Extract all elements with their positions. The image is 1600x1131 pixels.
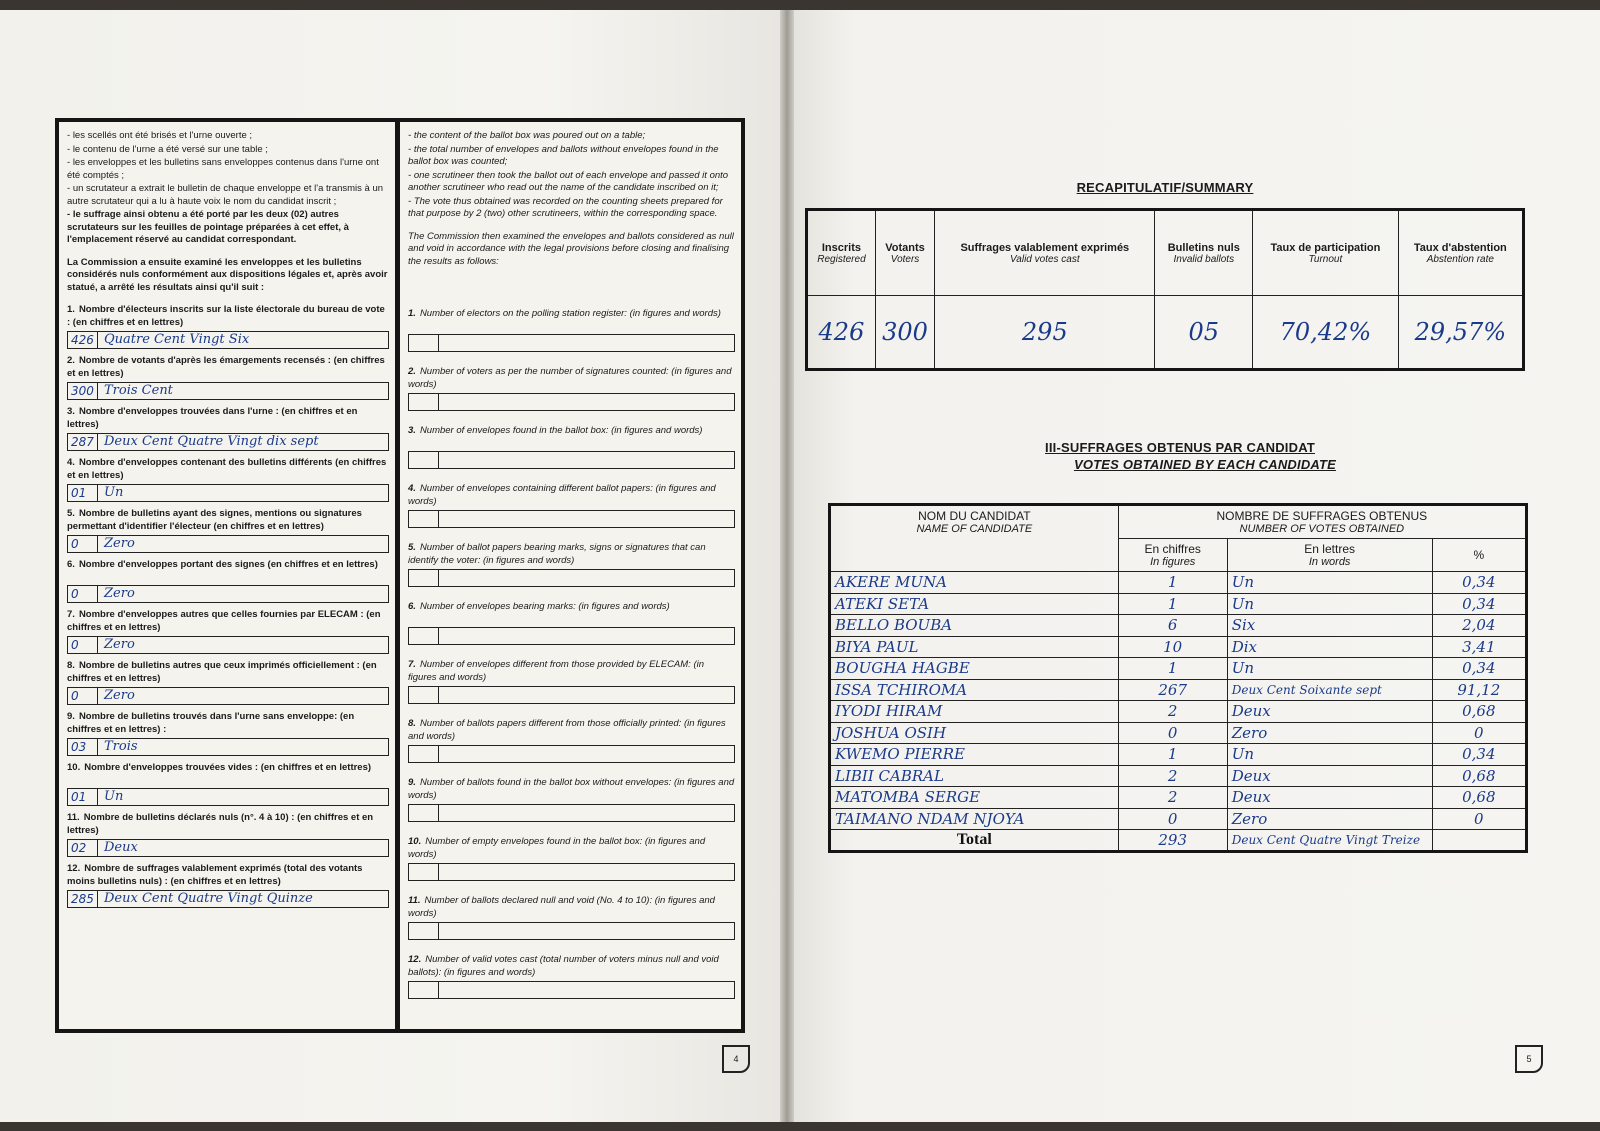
answer-figures [409,982,439,998]
summary-header [1155,210,1253,296]
answer-field[interactable] [408,686,735,704]
form-item-number: 1. [67,304,75,315]
form-item-question: Number of electors on the polling station register: (in figures and words) [419,308,721,319]
summary-header [1398,210,1523,296]
answer-field[interactable] [67,331,389,349]
candidate-pct[interactable]: 91,12 [1432,679,1526,701]
summary-header-row [807,210,1524,296]
form-item-text [67,812,389,837]
candidate-words[interactable]: Un [1227,593,1432,615]
candidate-figures[interactable]: 6 [1118,615,1227,637]
candidate-pct[interactable]: 0 [1432,722,1526,744]
form-item-text [408,483,735,508]
form-item-text [408,601,735,625]
form-item [408,777,735,822]
total-figures: 293 [1118,830,1227,852]
answer-field[interactable] [408,393,735,411]
form-item [408,542,735,587]
candidate-figures[interactable]: 10 [1118,636,1227,658]
candidate-figures[interactable]: 1 [1118,572,1227,594]
form-item-text [67,609,389,634]
form-item [67,508,389,553]
book-spine [780,10,794,1122]
candidate-name: JOSHUA OSIH [830,722,1119,744]
form-item-text [408,659,735,684]
candidate-words[interactable]: Six [1227,615,1432,637]
summary-table [805,208,1525,371]
candidate-row [830,722,1527,744]
candidate-words[interactable]: Un [1227,744,1432,766]
candidate-name: TAIMANO NDAM NJOYA [830,808,1119,830]
answer-figures: 285 [68,891,98,907]
form-item-number: 3. [67,406,75,417]
answer-field[interactable] [67,535,389,553]
form-item-text [67,508,389,533]
french-procedure-list [67,130,389,247]
form-item-number: 10. [408,836,422,847]
form-item-question: Nombre de votants d'après les émargements recensés : (en chiffres et en lettres) [67,355,385,379]
candidate-name: BELLO BOUBA [830,615,1119,637]
form-item-text [408,542,735,567]
form-item-text [67,457,389,482]
candidate-row [830,572,1527,594]
procedure-step: - le contenu de l'urne a été versé sur une table ; [67,144,389,157]
summary-header-en: Registered [817,253,866,265]
form-item [408,366,735,411]
summary-header [875,210,934,296]
answer-words: Un [104,788,124,804]
answer-words: Quatre Cent Vingt Six [104,331,250,347]
form-item-text [67,355,389,380]
summary-value[interactable]: 426 [807,296,876,370]
form-item [67,762,389,806]
candidate-words[interactable]: Zero [1227,722,1432,744]
answer-words: Zero [104,687,135,703]
answer-words: Zero [104,585,135,601]
form-item [408,483,735,528]
answer-figures: 287 [68,434,98,450]
summary-value[interactable]: 29,57% [1398,296,1523,370]
form-item-text [408,308,735,332]
form-item [67,711,389,756]
form-item-number: 6. [408,601,416,612]
form-item-text [408,836,735,861]
candidate-words[interactable]: Deux [1227,765,1432,787]
candidate-row [830,593,1527,615]
candidate-name: ISSA TCHIROMA [830,679,1119,701]
english-procedure-list [408,130,735,221]
form-item-number: 6. [67,559,75,570]
total-pct [1432,830,1526,852]
words-header-en: In words [1308,556,1351,568]
form-item-text [408,777,735,802]
candidate-row [830,744,1527,766]
form-item-text [408,954,735,979]
english-items [408,308,735,999]
summary-header-en: Invalid ballots [1173,253,1235,265]
answer-words: Deux Cent Quatre Vingt dix sept [104,433,319,449]
answer-figures: 03 [68,739,98,755]
form-item-question: Nombre de bulletins déclarés nuls (n°. 4 à 10) : (en chiffres et en lettres) [67,812,374,836]
candidate-rows [830,572,1527,830]
form-item-number: 8. [67,660,75,671]
form-item-question: Number of ballots found in the ballot box without envelopes: (in figures and words) [408,777,735,801]
answer-field[interactable] [67,433,389,451]
answer-figures: 02 [68,840,98,856]
form-item-number: 11. [408,895,421,906]
answer-field[interactable] [67,636,389,654]
summary-value[interactable]: 295 [935,296,1155,370]
candidate-row [830,615,1527,637]
answer-words: Deux Cent Quatre Vingt Quinze [104,890,313,906]
form-item [408,659,735,704]
answer-figures: 300 [68,383,98,399]
result-form [55,118,745,1033]
answer-field[interactable] [408,334,735,352]
procedure-step: - The vote thus obtained was recorded on the counting sheets prepared for that purpose by 2 (two) other scrutineers, within the corresponding space. [408,196,735,221]
answer-words: Trois [104,738,138,754]
answer-figures [409,687,439,703]
form-item [408,895,735,940]
summary-value[interactable]: 05 [1155,296,1253,370]
candidate-name: BIYA PAUL [830,636,1119,658]
candidate-name: KWEMO PIERRE [830,744,1119,766]
form-item-number: 10. [67,762,81,773]
candidate-words[interactable]: Dix [1227,636,1432,658]
figures-header-fr: En chiffres [1144,542,1201,556]
form-item-question: Number of ballots declared null and void (No. 4 to 10): (in figures and words) [408,895,715,919]
form-item-question: Number of ballot papers bearing marks, signs or signatures that can identify the voter: (in figures and words) [408,542,706,566]
answer-field[interactable] [67,738,389,756]
candidate-pct[interactable]: 0,68 [1432,787,1526,809]
answer-field[interactable] [67,687,389,705]
summary-values-row [807,296,1524,370]
form-item-question: Nombre d'enveloppes trouvées dans l'urne : (en chiffres et en lettres) [67,406,358,430]
answer-field[interactable] [408,981,735,999]
form-item [67,457,389,502]
english-column [400,122,741,1029]
form-item [408,601,735,645]
form-item-question: Number of empty envelopes found in the ballot box: (in figures and words) [408,836,706,860]
candidate-figures[interactable]: 0 [1118,808,1227,830]
form-item [67,559,389,603]
candidate-figures[interactable]: 1 [1118,593,1227,615]
candidate-row [830,658,1527,680]
form-item-number: 2. [408,366,416,377]
form-item-question: Number of valid votes cast (total number of voters minus null and void ballots): (in figures and words) [408,954,719,978]
procedure-step: - le suffrage ainsi obtenu a été porté par les deux (02) autres scrutateurs sur les feuilles de pointage préparées à cet effet, à l'emplacement réservé au candidat correspondant. [67,209,389,247]
form-item-number: 4. [67,457,75,468]
candidate-words[interactable]: Deux Cent Soixante sept [1227,679,1432,701]
form-item [67,355,389,400]
answer-figures: 01 [68,789,98,805]
candidate-figures[interactable]: 2 [1118,701,1227,723]
candidate-figures[interactable]: 1 [1118,658,1227,680]
answer-words: Deux [104,839,138,855]
candidate-words[interactable]: Un [1227,572,1432,594]
candidate-pct[interactable]: 0,34 [1432,744,1526,766]
form-item-question: Number of envelopes different from those provided by ELECAM: (in figures and words) [408,659,705,683]
candidate-pct[interactable]: 2,04 [1432,615,1526,637]
candidate-words[interactable]: Zero [1227,808,1432,830]
form-item-question: Number of envelopes bearing marks: (in figures and words) [419,601,670,612]
answer-field[interactable] [67,585,389,603]
votes-title-fr: III-SUFFRAGES OBTENUS PAR CANDIDAT [1045,440,1315,455]
form-item-question: Nombre d'enveloppes autres que celles fournies par ELECAM : (en chiffres et en lettres) [67,609,381,633]
form-item-text [67,559,389,583]
votes-header-row [830,505,1527,539]
form-item-text [408,895,735,920]
form-item-number: 7. [67,609,75,620]
answer-figures [409,394,439,410]
form-item-question: Nombre de bulletins ayant des signes, mentions ou signatures permettant d'identifier l'électeur (en chiffres et en lettres) [67,508,362,532]
summary-header-fr: Votants [885,241,925,254]
candidate-pct[interactable]: 0,34 [1432,572,1526,594]
form-item-question: Number of envelopes containing different ballot papers: (in figures and words) [408,483,716,507]
candidate-row [830,701,1527,723]
summary-header-fr: Bulletins nuls [1167,241,1240,254]
candidate-figures[interactable]: 2 [1118,787,1227,809]
candidate-figures[interactable]: 2 [1118,765,1227,787]
answer-figures [409,923,439,939]
summary-header [807,210,876,296]
procedure-step: - one scrutineer then took the ballot out of each envelope and passed it onto another scrutineer who read out the name of the candidate inscribed on it; [408,170,735,195]
figures-header [1118,539,1227,572]
answer-figures [409,805,439,821]
summary-header-en: Valid votes cast [1009,253,1080,265]
form-item-question: Number of envelopes found in the ballot box: (in figures and words) [419,425,703,436]
answer-figures [409,335,439,351]
answer-figures [409,570,439,586]
candidate-pct[interactable]: 3,41 [1432,636,1526,658]
candidate-name: AKERE MUNA [830,572,1119,594]
votes-header-en: NUMBER OF VOTES OBTAINED [1239,523,1405,535]
answer-figures: 0 [68,536,98,552]
form-item-number: 7. [408,659,416,670]
form-item-question: Nombre de bulletins autres que ceux imprimés officiellement : (en chiffres et en lettres) [67,660,377,684]
form-item [67,863,389,908]
procedure-step: - les scellés ont été brisés et l'urne ouverte ; [67,130,389,143]
form-item-text [67,711,389,736]
form-item-question: Nombre d'électeurs inscrits sur la liste électorale du bureau de vote : (en chiffres et en lettres) [67,304,385,328]
answer-figures: 0 [68,688,98,704]
procedure-step: - the total number of envelopes and ballots without envelopes found in the ballot box was counted; [408,144,735,169]
answer-field[interactable] [408,451,735,469]
form-item [408,954,735,999]
form-item-question: Nombre d'enveloppes trouvées vides : (en chiffres et en lettres) [84,762,372,773]
answer-field[interactable] [408,510,735,528]
form-item-number: 12. [67,863,81,874]
name-header [830,505,1119,572]
form-item [408,718,735,763]
candidate-name: MATOMBA SERGE [830,787,1119,809]
answer-field[interactable] [67,382,389,400]
candidate-figures[interactable]: 0 [1118,722,1227,744]
words-header-fr: En lettres [1304,542,1355,556]
french-intro: La Commission a ensuite examiné les enveloppes et les bulletins considérés nuls conformément aux dispositions légales et, après avoir statué, a arrêté les résultats ainsi qu'il suit : [67,256,388,293]
candidate-votes-table [828,503,1528,853]
candidate-words[interactable]: Un [1227,658,1432,680]
procedure-step: - les enveloppes et les bulletins sans enveloppes contenus dans l'urne ont été comptés ; [67,157,389,182]
form-item-number: 11. [67,812,80,823]
form-item-text [67,304,389,329]
form-item-question: Nombre de bulletins trouvés dans l'urne sans enveloppe: (en chiffres et en lettres) : [67,711,355,735]
procedure-step: - un scrutateur a extrait le bulletin de chaque enveloppe et l'a transmis à un autre scrutateur qui a lu à haute voix le nom du candidat inscrit ; [67,183,389,208]
candidate-pct[interactable]: 0 [1432,808,1526,830]
form-item [67,609,389,654]
summary-header-fr: Taux d'abstention [1413,241,1507,254]
french-column [59,122,400,1029]
form-item [67,812,389,857]
form-item-text [408,425,735,449]
summary-value[interactable]: 300 [875,296,934,370]
answer-words: Trois Cent [104,382,173,398]
votes-title-en: VOTES OBTAINED BY EACH CANDIDATE [1073,457,1337,472]
answer-field[interactable] [67,484,389,502]
form-item [408,308,735,352]
candidate-name: IYODI HIRAM [830,701,1119,723]
form-item-number: 1. [408,308,416,319]
form-item [67,304,389,349]
candidate-pct[interactable]: 0,68 [1432,765,1526,787]
answer-figures: 01 [68,485,98,501]
name-header-fr: NOM DU CANDIDAT [918,509,1031,523]
form-item-text [67,660,389,685]
form-item [67,406,389,451]
words-header [1227,539,1432,572]
form-item-number: 8. [408,718,416,729]
english-intro: The Commission then examined the envelopes and ballots considered as null and void in accordance with the legal provisions before closing and finalising the results as follows: [408,230,734,267]
candidate-row [830,787,1527,809]
french-items [67,304,389,908]
answer-field[interactable] [408,627,735,645]
candidate-name: BOUGHA HAGBE [830,658,1119,680]
summary-title: RECAPITULATIF/SUMMARY [1076,180,1254,195]
form-item-text [408,718,735,743]
candidate-figures[interactable]: 267 [1118,679,1227,701]
answer-words: Zero [104,535,135,551]
form-item-number: 3. [408,425,416,436]
form-item-question: Number of voters as per the number of signatures counted: (in figures and words) [408,366,732,390]
votes-header [1118,505,1526,539]
summary-value[interactable]: 70,42% [1253,296,1399,370]
answer-figures [409,746,439,762]
form-item [408,836,735,881]
answer-words: Zero [104,636,135,652]
candidate-words[interactable]: Deux [1227,787,1432,809]
form-item-question: Nombre d'enveloppes portant des signes (en chiffres et en lettres) [78,559,378,570]
answer-field[interactable] [408,745,735,763]
page-number-right: 5 [1515,1045,1543,1073]
answer-field[interactable] [408,922,735,940]
summary-header [1253,210,1399,296]
form-item-number: 5. [67,508,75,519]
candidate-name: ATEKI SETA [830,593,1119,615]
answer-field[interactable] [408,569,735,587]
answer-figures: 426 [68,332,98,348]
total-words: Deux Cent Quatre Vingt Treize [1227,830,1432,852]
form-item-number: 5. [408,542,416,553]
candidate-figures[interactable]: 1 [1118,744,1227,766]
answer-figures [409,452,439,468]
summary-header-en: Turnout [1308,253,1343,265]
answer-figures [409,511,439,527]
form-item-text [408,366,735,391]
form-item-text [67,762,389,786]
candidate-pct[interactable]: 0,34 [1432,658,1526,680]
pct-header: % [1432,539,1526,572]
summary-header-en: Voters [890,253,920,265]
votes-header-fr: NOMBRE DE SUFFRAGES OBTENUS [1216,509,1428,523]
form-item-text [67,863,389,888]
form-item-number: 2. [67,355,75,366]
form-item-question: Nombre de suffrages valablement exprimés (total des votants moins bulletins nuls) : (en chiffres et en lettres) [67,863,363,887]
candidate-pct[interactable]: 0,34 [1432,593,1526,615]
candidate-pct[interactable]: 0,68 [1432,701,1526,723]
procedure-step: - the content of the ballot box was poured out on a table; [408,130,735,143]
form-item-question: Number of ballots papers different from those officially printed: (in figures and words) [408,718,726,742]
candidate-row [830,808,1527,830]
answer-figures: 0 [68,586,98,602]
page-number-left: 4 [722,1045,750,1073]
form-item [408,425,735,469]
figures-header-en: In figures [1150,556,1196,568]
form-item-number: 9. [408,777,416,788]
answer-figures [409,628,439,644]
answer-field[interactable] [67,839,389,857]
answer-figures: 0 [68,637,98,653]
summary-header-fr: Suffrages valablement exprimés [960,241,1130,254]
form-item [67,660,389,705]
candidate-row [830,636,1527,658]
summary-header [935,210,1155,296]
total-label: Total [830,830,1119,852]
form-item-text [67,406,389,431]
candidate-words[interactable]: Deux [1227,701,1432,723]
name-header-en: NAME OF CANDIDATE [916,523,1033,535]
answer-field[interactable] [67,890,389,908]
answer-field[interactable] [67,788,389,806]
summary-header-fr: Taux de participation [1270,241,1381,254]
form-item-number: 12. [408,954,422,965]
summary-header-en: Abstention rate [1426,253,1494,265]
answer-figures [409,864,439,880]
answer-words: Un [104,484,124,500]
summary-header-fr: Inscrits [821,241,862,254]
candidate-row [830,765,1527,787]
candidate-row [830,679,1527,701]
answer-field[interactable] [408,863,735,881]
form-item-number: 9. [67,711,75,722]
answer-field[interactable] [408,804,735,822]
total-row [830,830,1527,852]
candidate-name: LIBII CABRAL [830,765,1119,787]
form-item-number: 4. [408,483,416,494]
form-item-question: Nombre d'enveloppes contenant des bulletins différents (en chiffres et en lettres) [67,457,387,481]
